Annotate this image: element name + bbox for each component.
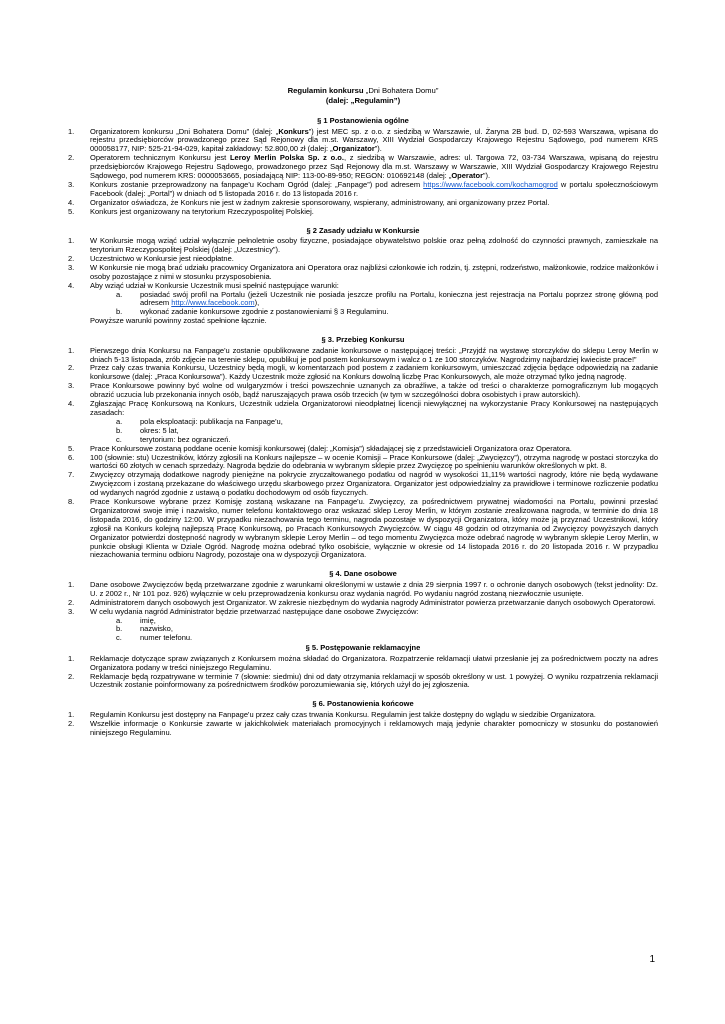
document-title: [68, 86, 658, 96]
section-2-list: [68, 237, 658, 290]
item-text: Zgłaszając Pracę Konkursową na Konkurs, Uczestnik udziela Organizatorowi nieodpłatnej licencji niewyłącznej na wykorzystanie Pracy Konkursowej na następujących zasadach:: [90, 399, 658, 417]
item-text: 100 (słownie: stu) Uczestników, którzy zgłosili na Konkurs najlepsze – w ocenie Komisji – Prace Konkursowe (dalej: „Zwycięzcy”), otrzyma nagrodę w postaci storczyka do wartości 60 złotych w cenach sprzedaży. Nagroda będzie do odebrania w wybranym sklepie przez Zwycięzcę po spełnieniu warunków określonych w pkt. 8.: [90, 452, 658, 471]
item-number: 6.: [68, 452, 75, 462]
sub-item-letter: c.: [116, 434, 122, 444]
item-text: okres: 5 lat,: [140, 425, 179, 435]
item-text: , z siedzibą w Warszawie, adres: ul. Targowa 72, 03-734 Warszawa, wpisaną do rejestru przedsiębiorców Krajowego Rejestru Sądowego, prowadzonego przez Sąd Rejonowy dla m.st. Warszawy w Warszawie, XIII Wydział Gospodarczy Krajowego Rejestru Sądowego, pod numerem KRS: 0000053665, posiadającą NIP: 113-00-89-950; REGON: 010692148 (dalej: „: [90, 153, 659, 181]
sub-item-letter: b.: [116, 624, 123, 634]
item-text: Konkurs jest organizowany na terytorium Rzeczypospolitej Polskiej.: [90, 206, 314, 216]
item-text: ),: [254, 298, 260, 308]
list-item: [68, 128, 658, 155]
document-body: [68, 86, 658, 738]
item-number: 5.: [68, 443, 75, 453]
item-text: Administratorem danych osobowych jest Organizator. W zakresie niezbędnym do wydania nagrody Administrator powierza przetwarzanie danych osobowych Operatorowi.: [90, 597, 656, 607]
section-5-list: [68, 655, 658, 691]
item-number: 2.: [68, 671, 75, 681]
item-text: Regulamin Konkursu jest dostępny na Fanpage'u przez cały czas trwania Konkursu. Regulamin jest także dostępny do wglądu w siedzibie Organizatora.: [90, 709, 596, 719]
item-number: 4.: [68, 197, 75, 207]
item-text: Aby wziąć udział w Konkursie Uczestnik musi spełnić następujące warunki:: [90, 280, 339, 290]
item-bold: Leroy Merlin Polska Sp. z o.o.: [229, 153, 344, 163]
section-heading-1: § 1 Postanowienia ogólne: [317, 116, 409, 125]
list-item: [68, 454, 658, 472]
list-item: [68, 208, 658, 217]
item-text: Reklamacje będą rozpatrywane w terminie 7 (słownie: siedmiu) dni od daty otrzymania reklamacji w sposób określony w ust. 1 powyżej. O wyniku rozpatrzenia reklamacji Uczestnik zostanie poinformowany za pośrednictwem środków porozumiewania się, których użył do jej zgłoszenia.: [90, 671, 658, 690]
item-text: Organizatorem konkursu „Dni Bohatera Domu” (dalej: „: [90, 126, 279, 136]
item-text: Uczestnictwo w Konkursie jest nieodpłatne.: [90, 253, 234, 263]
item-number: 2.: [68, 597, 75, 607]
item-text: W celu wydania nagród Administrator będzie przetwarzać następujące dane osobowe Zwycięzców:: [90, 606, 419, 616]
section-4-list: [68, 581, 658, 617]
item-number: 1.: [68, 709, 75, 719]
item-bold: Operator: [451, 171, 484, 181]
item-text: Prace Konkursowe zostaną poddane ocenie komisji konkursowej (dalej: „Komisja”) składającej się z przedstawicieli Organizatora oraz Operatora.: [90, 443, 572, 453]
item-number: 7.: [68, 470, 75, 480]
list-item: [68, 237, 658, 255]
item-text: pola eksploatacji: publikacja na Fanpage'u,: [140, 416, 283, 426]
section-4-sublist: [68, 617, 658, 644]
fanpage-link[interactable]: https://www.facebook.com/kochamogrod: [423, 179, 558, 189]
item-text: w portalu społecznościowym Facebook (dalej: „Portal”) w dniach od 5 listopada 2016 r. do 13 listopada 2016 r.: [90, 179, 658, 198]
item-number: 1.: [68, 579, 75, 589]
list-item: [68, 720, 658, 738]
list-item: [68, 608, 658, 617]
section-1-list: [68, 128, 658, 217]
sub-item-letter: b.: [116, 307, 123, 317]
section-3-sublist: [68, 418, 658, 445]
item-text: numer telefonu.: [140, 633, 193, 643]
item-text: imię,: [140, 615, 156, 625]
item-text: terytorium: bez ograniczeń.: [140, 434, 231, 444]
section-3-list-cont: [68, 445, 658, 561]
title-rest: „Dni Bohatera Domu”: [363, 86, 439, 95]
item-text: posiadać swój profil na Portalu (jeżeli Uczestnik nie posiada jeszcze profilu na Portalu, konieczna jest rejestracja na Portalu poprzez stronę główną pod adresem: [140, 289, 658, 308]
list-item: [68, 181, 658, 199]
sub-list-item: [68, 634, 658, 643]
section-heading-3: § 3. Przebieg Konkursu: [321, 335, 405, 345]
list-item: [68, 382, 658, 400]
item-text: Dane osobowe Zwycięzców będą przetwarzane zgodnie z warunkami określonymi w ustawie z dnia 29 sierpnia 1997 r. o ochronie danych osobowych (tekst jednolity: Dz. U. z 2002 r., Nr 101 poz. 926) wyłącznie w celu przeprowadzenia konkursu oraz wydania nagród. Po wydaniu nagród zostaną niezwłocznie usunięte.: [90, 579, 658, 598]
item-text: Prace Konkursowe powinny być wolne od wulgaryzmów i treści powszechnie uznanych za obraźliwe, a także od treści o charakterze pornograficznym lub mogących obrazić uczucia lub przekonania innych osób, bądź naruszających prawa osób trzecich (w tym w szczególności dobra osobistych i praw autorskich).: [90, 381, 658, 400]
item-number: 4.: [68, 399, 75, 409]
item-text: Operatorem technicznym Konkursu jest: [90, 153, 230, 163]
item-bold: Organizator: [332, 144, 375, 154]
item-text: W Konkursie nie mogą brać udziału pracownicy Organizatora ani Operatora oraz najbliżsi członkowie ich rodzin, tj. zstępni, rodzeństwo, małżonkowie, rodzice małżonków i osoby pozostające z nimi w stosunku przysposobienia.: [90, 262, 658, 281]
facebook-link[interactable]: http://www.facebook.com: [171, 298, 255, 308]
list-item: [68, 154, 658, 181]
sub-item-letter: a.: [116, 615, 123, 625]
sub-item-letter: b.: [116, 425, 123, 435]
item-number: 1.: [68, 236, 75, 246]
item-number: 1.: [68, 126, 75, 136]
item-text: Konkurs zostanie przeprowadzony na fanpage'u Kocham Ogród (dalej: „Fanpage”) pod adresem: [90, 179, 424, 189]
sub-item-letter: a.: [116, 416, 123, 426]
item-text: Reklamacje dotyczące spraw związanych z Konkursem można składać do Organizatora. Rozpatrzenie reklamacji ułatwi przesłanie jej za pośrednictwem poczty na adres Organizatora podany w treści niniejszego Regulaminu.: [90, 653, 658, 672]
item-number: 1.: [68, 345, 75, 355]
item-number: 2.: [68, 718, 75, 728]
section-heading-5: § 5. Postępowanie reklamacyjne: [305, 643, 421, 653]
item-number: 2.: [68, 253, 75, 263]
list-item: [68, 498, 658, 560]
item-number: 8.: [68, 497, 75, 507]
item-text: ”).: [483, 171, 491, 181]
item-text: ”).: [374, 144, 382, 154]
title-bold: Regulamin konkursu: [287, 86, 364, 95]
list-item: [68, 347, 658, 365]
item-text: W Konkursie mogą wziąć udział wyłącznie pełnoletnie osoby fizyczne, posiadające obywatelstwo polskie oraz pełną zdolność do czynności prawnych, zamieszkałe na terytorium Rzeczypospolitej Polskiej (dalej: „Uczestnicy”).: [90, 236, 658, 254]
sub-list-item: [68, 291, 658, 309]
item-number: 3.: [68, 262, 75, 272]
item-number: 3.: [68, 381, 75, 391]
item-number: 5.: [68, 206, 75, 216]
item-text: Pierwszego dnia Konkursu na Fanpage'u zostanie opublikowane zadanie konkursowe o następującej treści: „Przyjdź na wystawę storczyków do sklepu Leroy Merlin w dniach 5-13 listopada, zrób zdjęcie na terenie sklepu, opublikuj je pod postem konkursowym i walcz o 1 ze 100 storczyków. Nagrodzimy najbardziej kwieciste prace!”: [90, 345, 658, 364]
list-item: [68, 655, 658, 673]
item-number: 3.: [68, 606, 75, 616]
list-item: [68, 471, 658, 498]
section-heading-4: § 4. Dane osobowe: [329, 569, 397, 579]
item-text: Wszelkie informacje o Konkursie zawarte w jakichkolwiek materiałach promocyjnych i reklamowych mają jedynie charakter pomocniczy w stosunku do postanowień niniejszego Regulaminu.: [90, 718, 658, 737]
sub-list-item: [68, 308, 658, 317]
item-number: 2.: [68, 153, 75, 163]
document-subtitle: (dalej: „Regulamin”): [325, 95, 401, 105]
sub-item-letter: c.: [116, 633, 122, 643]
item-text: Organizator oświadcza, że Konkurs nie jest w żadnym zakresie sponsorowany, wspierany, administrowany, ani organizowany przez Portal.: [90, 197, 550, 207]
page-number: 1: [649, 954, 655, 965]
section-heading-6: § 6. Postanowienia końcowe: [312, 699, 414, 709]
list-item: [68, 364, 658, 382]
item-number: 2.: [68, 363, 75, 373]
item-text: Zwycięzcy otrzymają dodatkowe nagrody pieniężne na pokrycie zryczałtowanego podatku od nagród w wysokości 11,11% wartości nagrody, które nie będą wydawane Zwycięzcom i zostaną przekazane do właściwego urzędu skarbowego przez Organizatora. Organizator jest odpowiedzialny za prawidłowe i terminowe rozliczenie podatku od wydanych nagród zgodnie z ustawą o podatku dochodowym od osób fizycznych.: [90, 470, 658, 498]
list-item: [68, 581, 658, 599]
item-text: Prace Konkursowe wybrane przez Komisję zostaną wskazane na Fanpage'u. Zwycięzcy, za pośrednictwem prywatnej wiadomości na Portalu, powinni przesłać Organizatorowi swoje imię i nazwisko, numer telefonu kontaktowego oraz wskazać sklep Leroy Merlin, w którym zostanie zrealizowana nagroda, w terminie do dnia 18 listopada 2016, do godziny 12:00. W przypadku niezachowania tego terminu, nagroda pozostaje w dyspozycji Organizatora, który może ją przyznać Uczestnikowi, który zgłosił na Konkurs kolejną najlepszą Pracę Konkursową, po Pracach Konkursowych Zwycięzców. W ciągu 48 godzin od otrzymania od Zwycięzcy powyższych danych Organizator potwierdzi dostępność nagrody w wybranym sklepie Leroy Merlin – od tego momentu Zwycięzca może odebrać nagrodę w wybranym sklepie Leroy Merlin, w punkcie obsługi Klienta w Dziale Ogród. Nagrodę można odebrać tylko osobiście, wyłącznie w okresie od 14 listopada 2016 r. do 20 listopada 2016 r. W przypadku niezachowania terminu odbioru Nagrody, pozostaje ona w dyspozycji Organizatora.: [90, 497, 658, 560]
sub-item-letter: a.: [116, 289, 123, 299]
item-number: 1.: [68, 653, 75, 663]
section-2-sublist: [68, 291, 658, 318]
item-text: Przez cały czas trwania Konkursu, Uczestnicy będą mogli, w komentarzach pod postem z zadaniem konkursowym, umieszczać zdjęcia będące odpowiedzią na zadanie konkursowe (dalej: „Praca Konkursowa”). Każdy Uczestnik może zgłosić na Konkurs dowolną liczbę Prac Konkursowych, ale może otrzymać tylko jedną nagrodę.: [90, 363, 658, 382]
item-text: ”) jest MEC sp. z o.o. z siedzibą w Warszawie, ul. Żaryna 2B bud. D, 02-593 Warszawa, wpisana do rejestru przedsiębiorców prowadzonego przez Sąd Rejonowy dla m.st. Warszawy, XIII Wydział Gospodarczy Krajowego Rejestru Sądowego, pod numerem KRS 000058177, NIP: 525-21-94-029, kapitał zakładowy: 52.800,00 zł (dalej: „: [90, 126, 658, 154]
list-item: [68, 400, 658, 418]
item-text: nazwisko,: [140, 624, 173, 634]
item-number: 4.: [68, 280, 75, 290]
item-text: wykonać zadanie konkursowe zgodnie z postanowieniami § 3 Regulaminu.: [140, 307, 389, 317]
section-6-list: [68, 711, 658, 738]
conditions-note: Powyższe warunki powinny zostać spełnione łącznie.: [90, 316, 267, 326]
item-number: 3.: [68, 179, 75, 189]
item-bold: Konkurs: [278, 126, 309, 136]
list-item: [68, 264, 658, 282]
section-3-list: [68, 347, 658, 418]
list-item: [68, 673, 658, 691]
section-heading-2: § 2 Zasady udziału w Konkursie: [306, 225, 420, 235]
